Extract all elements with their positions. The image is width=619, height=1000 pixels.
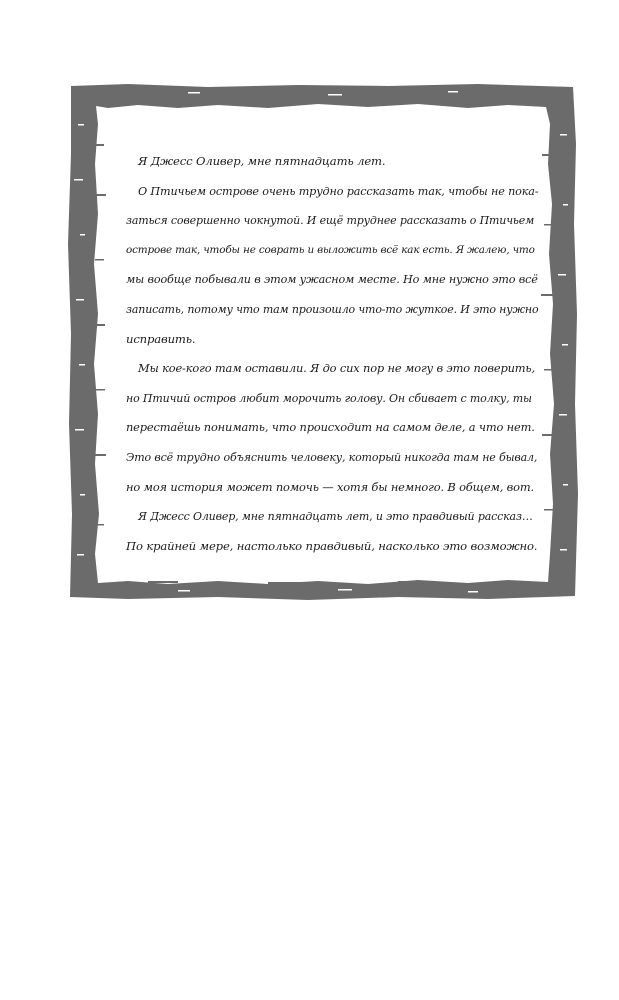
story-line: но моя история может помочь — хотя бы немного. В общем, вот. <box>126 479 534 494</box>
story-line: По крайней мере, настолько правдивый, насколько это возможно. <box>126 538 538 553</box>
story-line: О Птичьем острове очень трудно рассказать так, чтобы не пока- <box>138 184 539 198</box>
story-line: но Птичий остров любит морочить голову. Он сбивает с толку, ты <box>126 391 532 405</box>
story-text <box>126 147 538 561</box>
story-line: перестаёшь понимать, что происходит на самом деле, а что нет. <box>126 420 535 435</box>
story-line: исправить. <box>126 331 196 346</box>
story-line: записать, потому что там произошло что-то жуткое. И это нужно <box>126 302 539 316</box>
story-line: заться совершенно чокнутой. И ещё труднее рассказать о Птичьем <box>126 214 535 228</box>
story-line: Я Джесс Оливер, мне пятнадцать лет. <box>138 154 386 168</box>
story-line: острове так, чтобы не соврать и выложить всё как есть. Я жалею, что <box>126 243 535 256</box>
story-line: Я Джесс Оливер, мне пятнадцать лет, и это правдивый рассказ… <box>138 510 533 524</box>
story-line: мы вообще побывали в этом ужасном месте. Но мне нужно это всё <box>126 273 538 287</box>
story-line: Это всё трудно объяснить человеку, который никогда там не бывал, <box>126 450 538 464</box>
story-line: Мы кое-кого там оставили. Я до сих пор не могу в это поверить, <box>138 361 535 376</box>
